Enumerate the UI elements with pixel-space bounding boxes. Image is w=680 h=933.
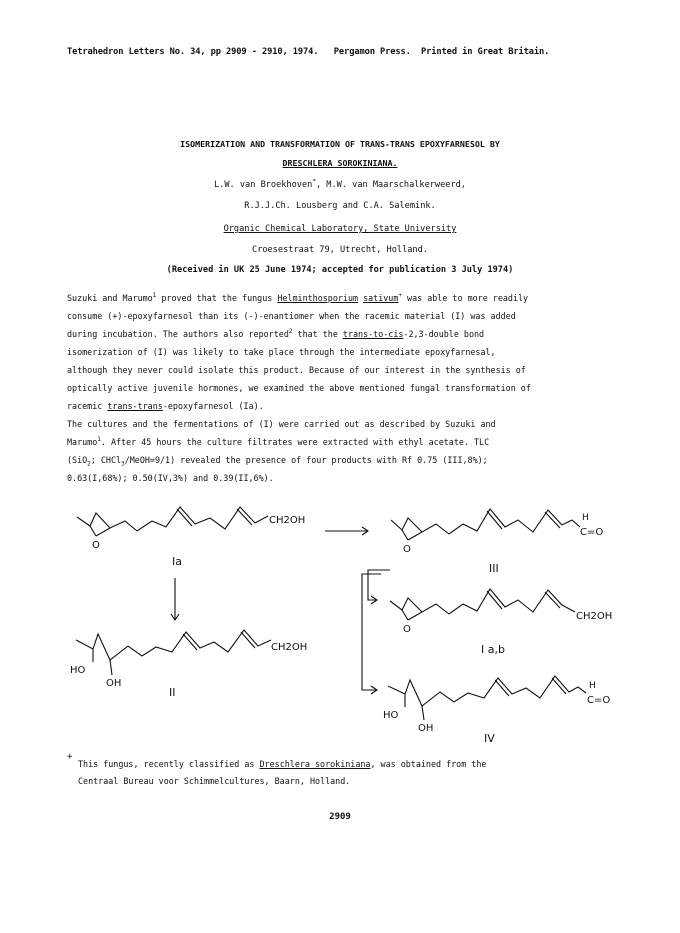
para1-line-4: isomerization of (I) was likely to take place through the intermediate epoxyfarnesal, [67,347,496,357]
para1-line-2: consume (+)-epoxyfarnesol than its (-)-enantiomer when the racemic material (I) was added [67,311,516,321]
received-dates: (Received in UK 25 June 1974; accepted for publication 3 July 1974) [166,265,514,275]
Ia-epoxide-ring [96,528,110,536]
footnote-mark: + [398,292,403,300]
Iab-oxygen: O [403,624,411,635]
Ia-epoxide-ring [90,526,96,536]
IV-aldehyde-h: H [589,681,596,691]
subscript: 2 [87,460,91,468]
footnote-line-2: Centraal Bureau voor Schimmelcultures, Baarn, Holland. [78,776,351,786]
reference-mark: 2 [288,328,293,336]
title-line-1: ISOMERIZATION AND TRANSFORMATION OF TRANS-TRANS EPOXYFARNESOL BY [180,139,500,149]
Iab-skeleton [390,589,575,614]
IV-aldehyde: C=O [587,695,611,706]
text-run: racemic [67,401,108,411]
IV-skeleton [388,676,586,706]
Iab-label: I a,b [481,643,505,656]
IV-c-oh-bond [422,706,424,720]
genus-name: Helminthosporium [277,293,359,303]
text-run: during incubation. The authors also reported [67,329,289,339]
text-run: -2,3-double bond [403,329,485,339]
title-organism: DRESCHLERA SOROKINIANA. [282,158,398,168]
para1-line-5: although they never could isolate this product. Because of our interest in the synthesis of [67,365,526,375]
compound-Iab-structure [390,589,612,656]
subscript: 3 [121,460,125,468]
publisher: Pergamon Press. [333,47,411,57]
footnote-line-1 [78,759,638,769]
II-hydroxymethyl: CH2OH [271,642,308,653]
journal-citation: Tetrahedron Letters No. 34, pp 2909 - 2910, 1974. [67,47,319,57]
species-name: sativum [363,293,399,303]
page-number: 2909 [329,812,351,822]
III-epoxide-ring [402,530,408,540]
Iab-hydroxymethyl: CH2OH [576,611,613,622]
II-skeleton [76,630,271,660]
reference-mark: 1 [152,292,157,300]
printed-in: Printed in Great Britain. [421,47,550,57]
text-run: that the [292,329,343,339]
II-c-oh-bond [110,660,112,675]
para2-line-4: 0.63(I,68%); 0.50(IV,3%) and 0.39(II,6%). [67,473,274,483]
compound-III-structure [391,509,603,575]
text-run: was able to more readily [402,293,529,303]
text-run: Suzuki and Marumo [67,293,153,303]
para1-line-6: optically active juvenile hormones, we examined the above mentioned fungal transformation of [67,383,531,393]
author-2: , M.W. van Maarschalkerweerd, [315,180,466,190]
Ia-skeleton [77,507,268,531]
compound-Ia-structure [77,507,305,568]
II-label: II [169,686,176,699]
II-hydroxyl-1: HO [70,665,86,676]
Ia-label: Ia [172,555,182,568]
para2-line-1: The cultures and the fermentations of (I) were carried out as described by Suzuki and [67,419,496,429]
III-skeleton [391,509,580,534]
III-aldehyde-h: H [582,513,589,523]
III-epoxide-ring [408,532,422,540]
affiliation-line-2: Croesestraat 79, Utrecht, Holland. [252,245,428,255]
Iab-epoxide-ring [402,610,408,620]
Iab-epoxide-ring [408,612,422,620]
authors-line-2: R.J.J.Ch. Lousberg and C.A. Salemink. [244,201,436,211]
footnote-mark: + [67,752,73,762]
text-run: (SiO [67,455,88,465]
Ia-oxygen: O [92,540,100,551]
text-run: proved that the fungus [156,293,278,303]
text-run: This fungus, recently classified as [78,759,260,769]
text-run: ; CHCl [90,455,122,465]
author-mark: * [312,178,316,186]
IV-hydroxyl-2: OH [418,723,434,734]
III-label: III [489,562,499,575]
text-run: , was obtained from the [370,759,487,769]
Ia-hydroxymethyl: CH2OH [269,515,306,526]
text-run: . After 45 hours the culture filtrates were extracted with ethyl acetate. TLC [100,437,490,447]
text-run: /MeOH=9/1) revealed the presence of four products with Rf 0.75 (III,8%); [124,455,488,465]
arrow-branch-lower [362,600,377,690]
author-1: L.W. van Broekhoven [214,180,313,190]
II-hydroxyl-2: OH [106,678,122,689]
text-run: -epoxyfarnesol (Ia). [162,401,264,411]
compound-II-structure [70,630,307,699]
organism-name: Dreschlera sorokiniana [259,759,371,769]
affiliation-institution: Organic Chemical Laboratory, State University [223,224,457,234]
isomer-term: trans-trans [107,401,163,411]
reference-mark: 1 [97,436,101,444]
isomer-term: trans-to-cis [342,329,404,339]
IV-label: IV [484,732,495,745]
III-oxygen: O [403,544,411,555]
compound-IV-structure [383,676,610,745]
text-run: Marumo [67,437,98,447]
III-aldehyde: C=O [580,527,604,538]
IV-hydroxyl-1: HO [383,710,399,721]
